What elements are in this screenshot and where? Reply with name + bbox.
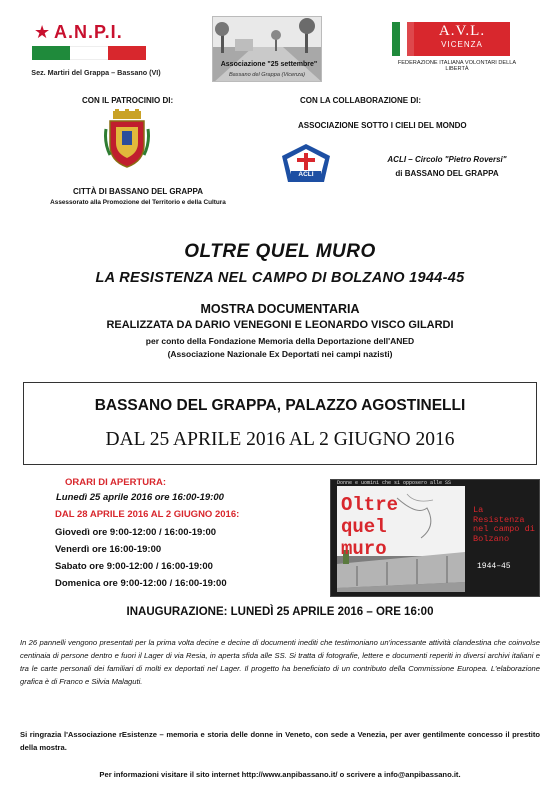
venue-place: BASSANO DEL GRAPPA, PALAZZO AGOSTINELLI xyxy=(94,397,466,414)
page-title: OLTRE QUEL MURO xyxy=(184,241,376,262)
poster-years: 1944–45 xyxy=(477,562,511,571)
acli-logo-text: ACLI xyxy=(298,171,314,178)
avl-red-stripe xyxy=(407,22,414,56)
exhibition-poster-image xyxy=(330,479,540,597)
hours-row-thursday: Giovedì ore 9:00-12:00 / 16:00-19:00 xyxy=(55,527,217,538)
anpi-logo-text: A.N.P.I. xyxy=(54,22,123,42)
coat-of-arms-icon xyxy=(104,109,150,171)
hours-row-saturday: Sabato ore 9:00-12:00 / 16:00-19:00 xyxy=(55,561,213,572)
poster-left-panel xyxy=(337,486,465,592)
exhibition-association: (Associazione Nazionale Ex Deportati nei campi nazisti) xyxy=(167,349,393,359)
page-subtitle: LA RESISTENZA NEL CAMPO DI BOLZANO 1944-45 xyxy=(95,270,465,286)
patronage-office: Assessorato alla Promozione del Territorio e della Cultura xyxy=(50,199,226,206)
avl-green-stripe xyxy=(392,22,400,56)
collaboration-label: CON LA COLLABORAZIONE DI: xyxy=(300,96,422,105)
venue-dates: DAL 25 APRILE 2016 AL 2 GIUGNO 2016 xyxy=(105,429,455,450)
venue-box xyxy=(23,382,537,465)
avl-city: VICENZA xyxy=(441,40,483,49)
hours-row-friday: Venerdì ore 16:00-19:00 xyxy=(55,544,162,555)
flag-green-stripe xyxy=(32,46,70,60)
exhibition-type: MOSTRA DOCUMENTARIA xyxy=(200,302,360,316)
flag-red-stripe xyxy=(108,46,146,60)
anpi-section-caption: Sez. Martiri del Grappa – Bassano (VI) xyxy=(31,68,161,77)
hours-period: DAL 28 APRILE 2016 AL 2 GIUGNO 2016: xyxy=(55,509,240,520)
exhibition-on-behalf: per conto della Fondazione Memoria della Deportazione dell'ANED xyxy=(145,336,415,346)
flag-white-stripe xyxy=(70,46,108,60)
hours-title: ORARI DI APERTURA: xyxy=(65,477,166,488)
poster-right-panel xyxy=(471,486,537,592)
avl-logo xyxy=(392,22,510,56)
inauguration-line: INAUGURAZIONE: LUNEDÌ 25 APRILE 2016 – ORE 16:00 xyxy=(126,606,434,618)
patronage-label: CON IL PATROCINIO DI: xyxy=(82,96,174,105)
avl-badge xyxy=(414,22,510,56)
poster-header-text: Donne e uomini che si opposero alle SS xyxy=(337,480,452,486)
avl-name: A.V.L. xyxy=(438,23,486,39)
association-logo-place: Bassano del Grappa (Vicenza) xyxy=(228,72,306,78)
association-logo-name: Associazione "25 settembre" xyxy=(220,61,318,68)
avl-caption: FEDERAZIONE ITALIANA VOLONTARI DELLA LIBERTÀ xyxy=(397,60,517,72)
acli-circle-name: ACLI – Circolo "Pietro Roversi" xyxy=(387,155,507,164)
info-line: Per informazioni visitare il sito internet http://www.anpibassano.it/ o scrivere a info@anpibassano.it. xyxy=(99,770,461,779)
poster-right-text: La Resistenza nel campo di Bolzano xyxy=(473,505,535,544)
poster-word-2: quel xyxy=(341,516,387,538)
poster-word-1: Oltre xyxy=(341,494,399,516)
patronage-city: CITTÀ DI BASSANO DEL GRAPPA xyxy=(73,187,203,196)
acli-logo xyxy=(280,142,332,186)
hours-opening-day: Lunedì 25 aprile 2016 ore 16:00-19:00 xyxy=(56,492,224,503)
anpi-logo xyxy=(32,22,146,62)
exhibition-authors: REALIZZATA DA DARIO VENEGONI E LEONARDO VISCO GILARDI xyxy=(106,319,454,331)
collaboration-association: ASSOCIAZIONE SOTTO I CIELI DEL MONDO xyxy=(298,121,467,130)
acli-city: di BASSANO DEL GRAPPA xyxy=(395,169,499,178)
description-paragraph: In 26 pannelli vengono presentati per la prima volta decine e decine di documenti inediti che testimoniano un'incessante attività clandestina che coinvolse centinaia di persone dentro e fuori il Lager di via Resia, in aperta sfida alle SS. Si tratta di fotografie, lettere e documenti reperiti in diversi archivi italiani e tra le carte personali dei familiari di molti ex deportati nel Lager. Il progetto ha beneficiato di un contributo della Commissione Europea. L'elaborazione grafica è di Franco e Silvia Malaguti. xyxy=(20,638,540,686)
avl-white-stripe xyxy=(400,22,407,56)
thanks-paragraph: Si ringrazia l'Associazione rEsistenze – memoria e storia delle donne in Veneto, con sede a Venezia, per aver gentilmente concesso il prestito della mostra. xyxy=(20,730,540,752)
poster-word-3: muro xyxy=(341,538,387,560)
hours-row-sunday: Domenica ore 9:00-12:00 / 16:00-19:00 xyxy=(55,578,227,589)
star-icon: ★ xyxy=(34,22,51,42)
